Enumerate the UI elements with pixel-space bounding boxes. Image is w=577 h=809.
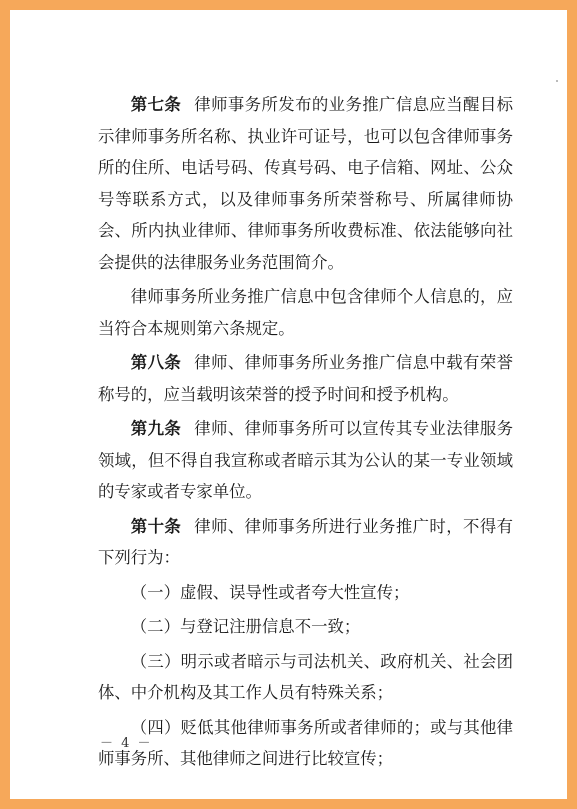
article-10-paragraph [98, 511, 513, 574]
article-heading: 第九条 [130, 419, 182, 438]
article-heading: 第七条 [130, 95, 182, 114]
document-page [10, 10, 567, 799]
article-heading: 第十条 [130, 516, 182, 536]
article-heading: 第八条 [130, 353, 182, 372]
scan-speck [556, 80, 558, 82]
article-7-sub-paragraph [98, 281, 513, 344]
list-item: （二）与登记注册信息不一致； [130, 617, 361, 636]
article-8-paragraph [98, 347, 513, 410]
article-text: 律师事务所业务推广信息中包含律师个人信息的，应当符合本规则第六条规定。 [98, 287, 513, 338]
article-text: 律师、律师事务所业务推广信息中载有荣誉称号的，应当载明该荣誉的授予时间和授予机构。 [98, 353, 514, 404]
article-7-paragraph [98, 89, 513, 278]
article-text: 律师、律师事务所进行业务推广时，不得有下列行为： [98, 516, 514, 567]
article-text: 律师、律师事务所可以宣传其专业法律服务领域，但不得自我宣称或者暗示其为公认的某一专业领域的专家或者专家单位。 [98, 419, 514, 501]
list-item: （一）虚假、误导性或者夸大性宣传； [130, 582, 410, 602]
page-number: － 4 － [100, 736, 153, 751]
document-body [98, 89, 513, 778]
list-item: （四）贬低其他律师事务所或者律师的；或与其他律师事务所、其他律师之间进行比较宣传； [98, 717, 513, 768]
article-9-paragraph [98, 413, 513, 508]
list-item: （三）明示或者暗示与司法机关、政府机关、社会团体、中介机构及其工作人员有特殊关系； [98, 651, 513, 702]
article-text: 律师事务所发布的业务推广信息应当醒目标示律师事务所名称、执业许可证号，也可以包含律师事务所的住所、电话号码、传真号码、电子信箱、网址、公众号等联系方式，以及律师事务所荣誉称号、所属律师协会、所内执业律师、律师事务所收费标准、依法能够向社会提供的法律服务业务范围简介。 [98, 95, 514, 272]
